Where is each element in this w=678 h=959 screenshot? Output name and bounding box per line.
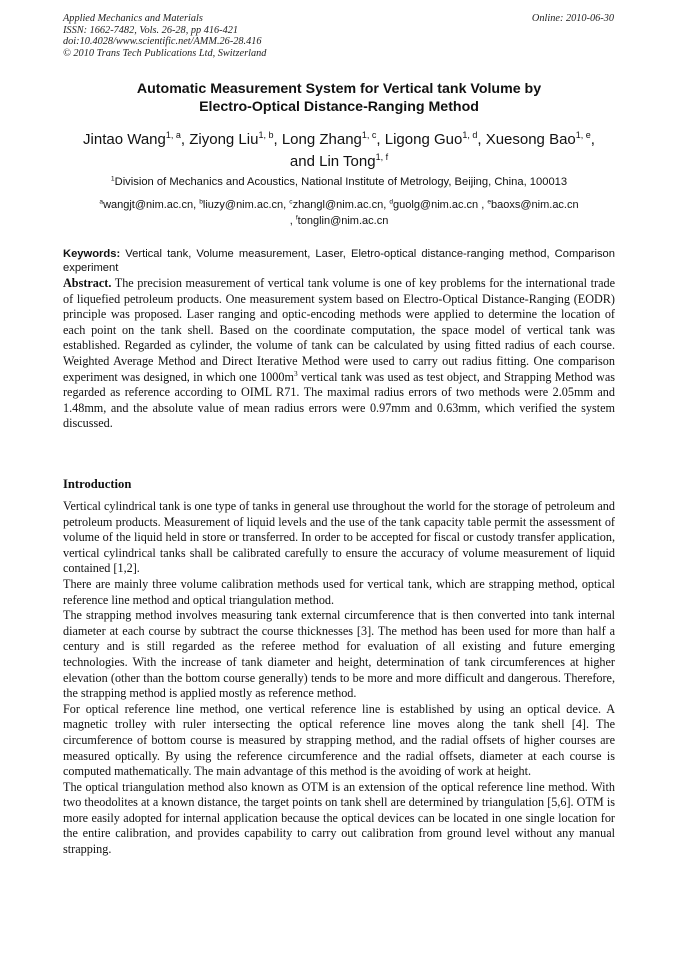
section-heading-introduction: Introduction (63, 477, 132, 491)
affiliation: $^1$Division of Mechanics and Acoustics, National Institute of Metrology, Beijing, China, 100013 (110, 175, 568, 188)
paragraph: Vertical cylindrical tank is one type of tanks in general use throughout the world for the storage of petroleum and petroleum products. Measurement of liquid levels and the use of the tank capacity table permit the assessment of volume of the liquid held in store or transferred. In order to be accepted for fiscal or custody transfer application, vertical cylindrical tanks shall be calibrated carefully to ensure the accuracy of volume measurement of liquid contained [1,2]. (63, 499, 615, 576)
email-b[interactable]: liuzy@nim.ac.cn, (202, 199, 287, 211)
author-emails: $^a$wangjt@nim.ac.cn, $^b$liuzy@nim.ac.cn, $^c$zhangl@nim.ac.cn, $^d$guolg@nim.ac.cn , $^e$baoxs@nim.ac.cn , $^f$tonglin@nim.ac.cn (99, 198, 579, 227)
paragraph: For optical reference line method, one vertical reference line is established by using an optical device. A magnetic trolley with ruler intersecting the optical reference line moves along the tank shell [4]. The circumference of bottom course is measured by strapping method, and the radial offsets of higher courses are measured optically. By using the reference circumference and the radial offsets, diameter at each course is computed mathematically. The main advantage of this method is the avoiding of work at height. (63, 701, 615, 779)
email-e[interactable]: baoxs@nim.ac.cn (491, 199, 579, 211)
author: Xuesong Bao$^{1, e}$, (485, 130, 595, 148)
paragraph: The optical triangulation method also known as OTM is an extension of the optical reference line method. With two theodolites at a known distance, the target points on tank shell are determined by triangulation [5,6]. OTM is more easily adopted for internal application because the optical devices can be located in one single location for the entire calibration, and provides capability to carry out calibration from ground level without any manual strapping. (63, 779, 615, 857)
keywords (63, 247, 615, 275)
email-c[interactable]: zhangl@nim.ac.cn, (292, 199, 387, 211)
title-line-2: Electro-Optical Distance-Ranging Method (199, 99, 479, 115)
issn-line: ISSN: 1662-7482, Vols. 26-28, pp 416-421 (63, 24, 239, 36)
email-d[interactable]: guolg@nim.ac.cn , (393, 199, 485, 211)
doi-line: doi:10.4028/www.scientific.net/AMM.26-28.416 (63, 36, 262, 47)
keywords-label: Keywords: (63, 248, 121, 260)
email-f[interactable]: tonglin@nim.ac.cn (297, 215, 389, 227)
author: Ligong Guo$^{1, d}$, (384, 130, 486, 148)
paragraph: The strapping method involves measuring tank external circumference that is then converted into tank internal diameter at each course by subtract the course thicknesses [3]. The method has been used for more than half a century and is still regarded as the referee method for evaluation of all existing and future emerging technologies. With the increase of tank diameter and height, determination of tank circumferences at higher elevation (other than the bottom course generally) tends to be more and more difficult and dangerous. Therefore, the strapping method is applied mostly as reference method. (63, 608, 615, 701)
author: Jintao Wang$^{1, a}$, (83, 130, 190, 148)
author: and Lin Tong$^{1, f}$ (289, 152, 389, 170)
running-header (63, 13, 266, 59)
online-date: Online: 2010-06-30 (531, 13, 614, 24)
paper-title (63, 80, 615, 116)
journal-name: Applied Mechanics and Materials (63, 13, 203, 24)
copyright-line: © 2010 Trans Tech Publications Ltd, Switzerland (63, 47, 267, 59)
paragraph: There are mainly three volume calibration methods used for vertical tank, which are strapping method, optical reference line method and optical triangulation method. (63, 576, 615, 607)
keywords-text: Vertical tank, Volume measurement, Laser, Eletro-optical distance-ranging method, Comparison experiment (63, 248, 615, 274)
author: Long Zhang$^{1, c}$, (281, 130, 385, 148)
author: Ziyong Liu$^{1, b}$, (189, 130, 282, 148)
abstract: Abstract. The precision measurement of vertical tank volume is one of key problems for the international trade of liquefied petroleum products. One measurement system based on Electro-Optical Distance-Ranging (EODR) principle was proposed. Laser ranging and optic-encoding methods were applied to determine the location of each point on the tank shell. Based on the coordinate computation, the space model of vertical tank was established. Regarded as cylinder, the volume of tank can be calculated by using fitted radius of each course. Weighted Average Method and Direct Iterative Method were used to carry out radius fitting. One comparison experiment was designed, in which one $1000m^3$ vertical tank was used as test object, and Strapping Method was regarded as reference according to OIML R71. The maximal radius errors of two methods were 2.05mm and 1.48mm, and the absolute value of mean radius errors were 0.97mm and 0.63mm, which verified the system discussed. (63, 276, 616, 431)
title-line-1: Automatic Measurement System for Vertical tank Volume by (136, 81, 542, 97)
abstract-label: Abstract. (63, 276, 112, 290)
email-a[interactable]: wangjt@nim.ac.cn, (103, 199, 197, 211)
introduction-body (63, 499, 615, 858)
author-list (63, 129, 615, 173)
